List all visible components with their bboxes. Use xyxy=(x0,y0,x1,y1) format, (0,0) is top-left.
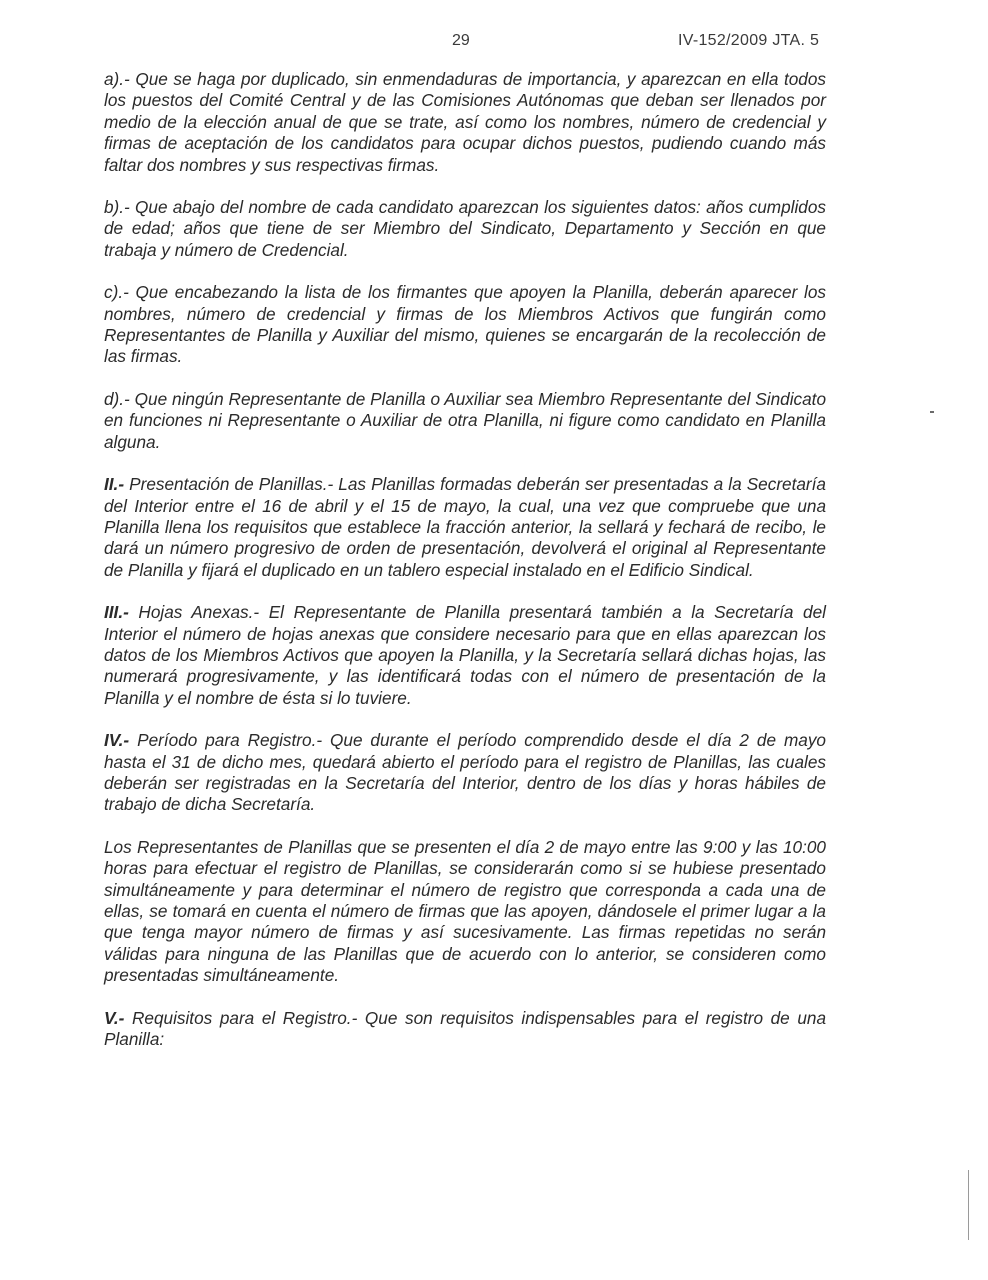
paragraph-representantes xyxy=(104,837,826,987)
section-label: IV.- xyxy=(104,730,130,751)
paragraph-c xyxy=(104,282,826,368)
page-number: 29 xyxy=(452,32,470,49)
scan-artifact-line xyxy=(968,1170,969,1240)
paragraph-text: b).- Que abajo del nombre de cada candidato aparezcan los siguientes datos: años cumplidos de edad; años que tiene de ser Miembro del Sindicato, Departamento y Sección en que trabaja y número de Credencial. xyxy=(104,197,826,260)
paragraph-text: d).- Que ningún Representante de Planilla o Auxiliar sea Miembro Representante del Sindicato en funciones ni Representante o Auxiliar de otra Planilla, ni figure como candidato en Planilla alguna. xyxy=(104,388,826,452)
section-v-requisitos xyxy=(104,1008,826,1051)
scan-artifact-dash xyxy=(930,411,934,413)
paragraph-text: Presentación de Planillas.- Las Planillas formadas deberán ser presentadas a la Secretaría del Interior entre el 16 de abril y el 15 de mayo, la cual, una vez que compruebe que una Planilla llena los requisitos que establece la fracción anterior, la sellará y fechará de recibo, le dará un número progresivo de orden de presentación, devolverá el original al Representante de Planilla y fijará el duplicado en un tablero especial instalado en el Edificio Sindical. xyxy=(104,474,826,580)
paragraph-text: a).- Que se haga por duplicado, sin enmendaduras de importancia, y aparezcan en ella todos los puestos del Comité Central y de las Comisiones Autónomas que deban ser llenados por medio de la elección anual de que se trate, así como los nombres, número de credencial y firmas de aceptación de los candidatos para ocupar dichos puestos, pudiendo cuando más faltar dos nombres y sus respectivas firmas. xyxy=(104,69,826,175)
document-body xyxy=(104,69,826,1050)
paragraph-text: Requisitos para el Registro.- Que son requisitos indispensables para el registro de una Planilla: xyxy=(104,1007,826,1050)
paragraph-text: c).- Que encabezando la lista de los firmantes que apoyen la Planilla, deberán aparecer los nombres, número de credencial y firmas de los Miembros Activos que fungirán como Representantes de Planilla y Auxiliar del mismo, quienes se encargarán de la recolección de las firmas. xyxy=(104,282,826,367)
section-label: V.- xyxy=(104,1007,125,1028)
paragraph-d xyxy=(104,389,826,453)
section-iii-hojas-anexas xyxy=(104,602,826,709)
section-ii-presentacion xyxy=(104,474,826,581)
paragraph-text: Los Representantes de Planillas que se presenten el día 2 de mayo entre las 9:00 y las 10:00 horas para efectuar el registro de Planillas, se considerarán como si se hubiese presentado simultáneamente y para determinar el número de registro que corresponda a cada una de ellas, se tomará en cuenta el número de firmas que las apoyen, dándosele el primer lugar a la que tenga mayor número de firmas y así sucesivamente. Las firmas repetidas no serán válidas para ninguna de las Planillas que de acuerdo con lo anterior, se consideren como presentadas simultáneamente. xyxy=(104,836,826,986)
paragraph-a xyxy=(104,69,826,176)
paragraph-text: Período para Registro.- Que durante el período comprendido desde el día 2 de mayo hasta el 31 de dicho mes, quedará abierto el período para el registro de Planillas, las cuales deberán ser registradas en la Secretaría del Interior, dentro de los días y horas hábiles de trabajo de dicha Secretaría. xyxy=(104,730,826,815)
paragraph-text: Hojas Anexas.- El Representante de Planilla presentará también a la Secretaría del Interior el número de hojas anexas que considere necesario para que en ellas aparezcan los datos de los Miembros Activos que apoyen la Planilla, y la Secretaría sellará dichas hojas, las numerará progresivamente, y las identificará todas con el número de presentación de la Planilla y el nombre de ésta si lo tuviere. xyxy=(104,602,826,708)
file-reference: IV-152/2009 JTA. 5 xyxy=(678,32,820,49)
section-label: III.- xyxy=(104,602,129,623)
paragraph-b xyxy=(104,197,826,261)
page-header xyxy=(0,32,988,54)
section-label: II.- xyxy=(104,474,125,495)
section-iv-periodo-registro xyxy=(104,730,826,816)
